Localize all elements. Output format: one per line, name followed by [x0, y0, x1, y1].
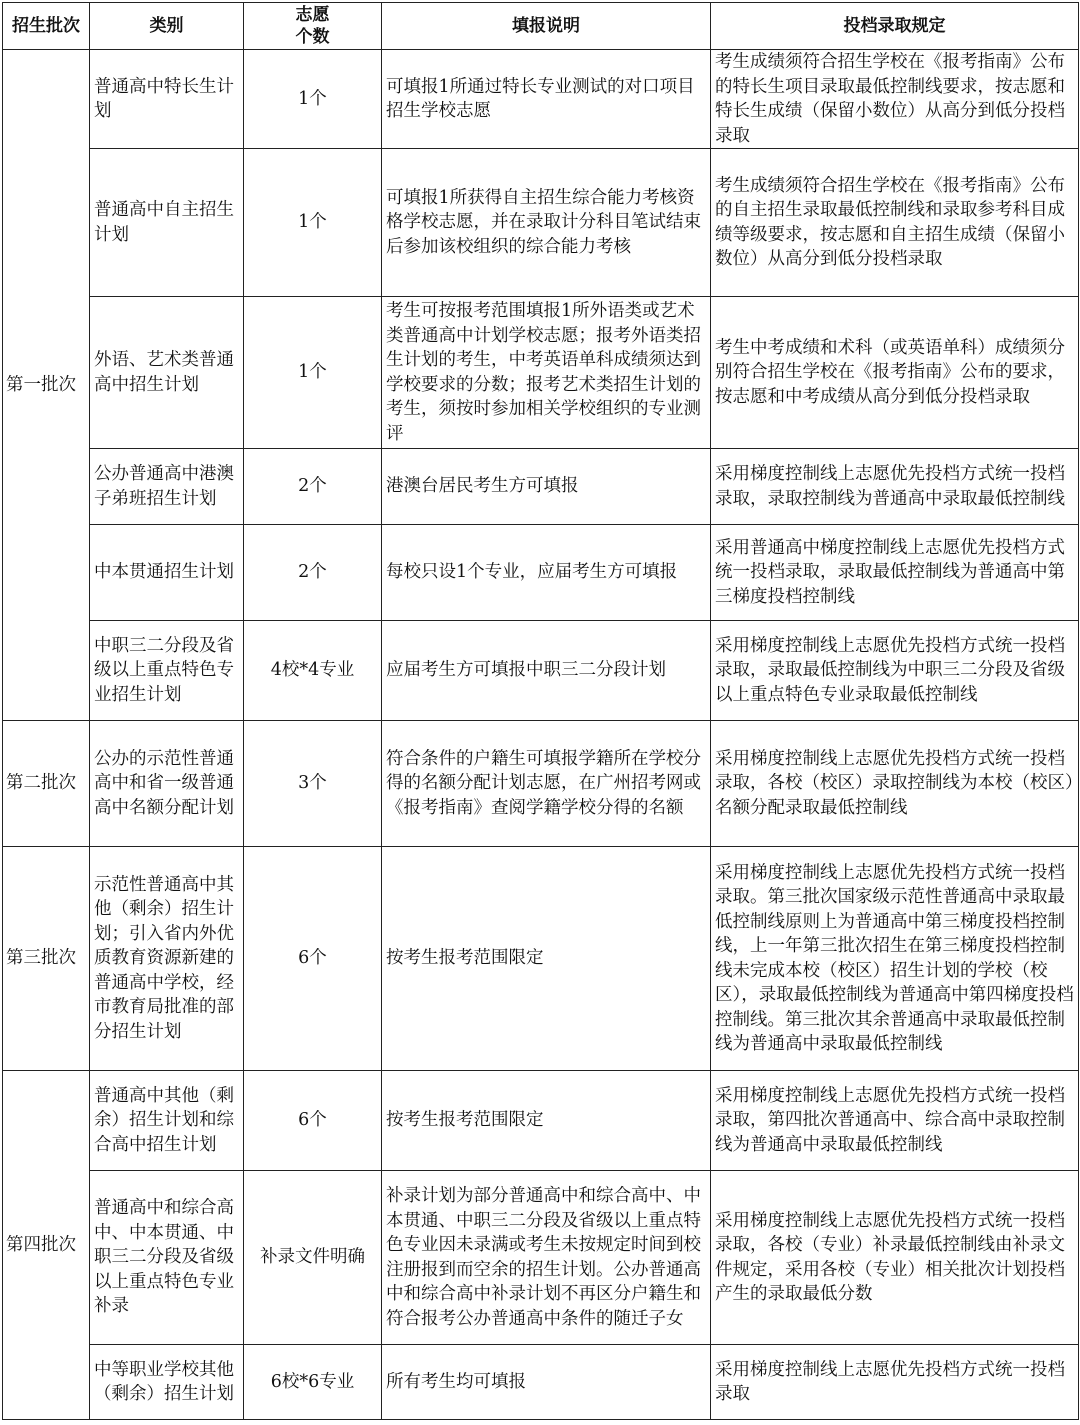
rule-cell: 考生中考成绩和术科（或英语单科）成绩须分别符合招生学校在《报考指南》公布的要求，按志愿和中考成绩从高分到低分投档录取: [711, 297, 1079, 449]
batch-cell: 第二批次: [3, 721, 90, 847]
header-batch-label: 招生批次: [12, 16, 80, 36]
table-row: [3, 525, 1079, 621]
admission-table: [2, 2, 1079, 1420]
table-row: [3, 1171, 1079, 1345]
table-row: [3, 449, 1079, 525]
note-cell: 可填报1所通过特长专业测试的对口项目招生学校志愿: [382, 50, 711, 149]
rule-cell: 考生成绩须符合招生学校在《报考指南》公布的自主招生录取最低控制线和录取参考科目成绩等级要求，按志愿和自主招生成绩（保留小数位）从高分到低分投档录取: [711, 149, 1079, 297]
count-cell: 2个: [244, 525, 382, 621]
table-row: [3, 847, 1079, 1071]
category-cell: 公办的示范性普通高中和省一级普通高中名额分配计划: [90, 721, 244, 847]
header-note: [382, 3, 711, 50]
category-cell: 中本贯通招生计划: [90, 525, 244, 621]
rule-cell: 采用普通高中梯度控制线上志愿优先投档方式统一投档录取，录取最低控制线为普通高中第三梯度投档控制线: [711, 525, 1079, 621]
header-count-line1: 志愿: [295, 5, 330, 25]
header-count-line2: 个数: [295, 27, 330, 47]
note-cell: 补录计划为部分普通高中和综合高中、中本贯通、中职三二分段及省级以上重点特色专业因未录满或考生未按规定时间到校注册报到而空余的招生计划。公办普通高中和综合高中补录计划不再区分户籍生和符合报考公办普通高中条件的随迁子女: [382, 1171, 711, 1345]
table-row: [3, 1345, 1079, 1420]
batch-cell: 第三批次: [3, 847, 90, 1071]
category-cell: 示范性普通高中其他（剩余）招生计划；引入省内外优质教育资源新建的普通高中学校，经市教育局批准的部分招生计划: [90, 847, 244, 1071]
category-cell: 公办普通高中港澳子弟班招生计划: [90, 449, 244, 525]
category-cell: 中等职业学校其他（剩余）招生计划: [90, 1345, 244, 1420]
rule-cell: 采用梯度控制线上志愿优先投档方式统一投档录取。第三批次国家级示范性普通高中录取最低控制线原则上为普通高中第三梯度投档控制线，上一年第三批次招生在第三梯度投档控制线未完成本校（校区）招生计划的学校（校区），录取最低控制线为普通高中第四梯度投档控制线。第三批次其余普通高中录取最低控制线为普通高中录取最低控制线: [711, 847, 1079, 1071]
header-batch: [3, 3, 90, 50]
header-category: [90, 3, 244, 50]
rule-cell: 采用梯度控制线上志愿优先投档方式统一投档录取: [711, 1345, 1079, 1420]
table-row: [3, 297, 1079, 449]
header-note-label: 填报说明: [512, 16, 580, 36]
rule-cell: 采用梯度控制线上志愿优先投档方式统一投档录取，第四批次普通高中、综合高中录取控制线为普通高中录取最低控制线: [711, 1071, 1079, 1171]
header-rule-label: 投档录取规定: [843, 16, 946, 36]
count-cell: 1个: [244, 297, 382, 449]
count-cell: 6个: [244, 1071, 382, 1171]
table-row: [3, 721, 1079, 847]
table-row: [3, 621, 1079, 721]
table-row: [3, 1071, 1079, 1171]
header-rule: [711, 3, 1079, 50]
batch-cell: 第一批次: [3, 50, 90, 721]
note-cell: 港澳台居民考生方可填报: [382, 449, 711, 525]
note-cell: 应届考生方可填报中职三二分段计划: [382, 621, 711, 721]
table-row: [3, 50, 1079, 149]
category-cell: 外语、艺术类普通高中招生计划: [90, 297, 244, 449]
header-row: [3, 3, 1079, 50]
count-cell: 1个: [244, 149, 382, 297]
note-cell: 考生可按报考范围填报1所外语类或艺术类普通高中计划学校志愿；报考外语类招生计划的考生，中考英语单科成绩须达到学校要求的分数；报考艺术类招生计划的考生，须按时参加相关学校组织的专业测评: [382, 297, 711, 449]
note-cell: 可填报1所获得自主招生综合能力考核资格学校志愿，并在录取计分科目笔试结束后参加该校组织的综合能力考核: [382, 149, 711, 297]
rule-cell: 采用梯度控制线上志愿优先投档方式统一投档录取，录取最低控制线为中职三二分段及省级以上重点特色专业录取最低控制线: [711, 621, 1079, 721]
note-cell: 按考生报考范围限定: [382, 1071, 711, 1171]
count-cell: 6校*6专业: [244, 1345, 382, 1420]
category-cell: 普通高中特长生计划: [90, 50, 244, 149]
category-cell: 中职三二分段及省级以上重点特色专业招生计划: [90, 621, 244, 721]
table-row: [3, 149, 1079, 297]
count-cell: 6个: [244, 847, 382, 1071]
count-cell: 4校*4专业: [244, 621, 382, 721]
note-cell: 符合条件的户籍生可填报学籍所在学校分得的名额分配计划志愿，在广州招考网或《报考指南》查阅学籍学校分得的名额: [382, 721, 711, 847]
note-cell: 每校只设1个专业，应届考生方可填报: [382, 525, 711, 621]
count-cell: 3个: [244, 721, 382, 847]
count-cell: 补录文件明确: [244, 1171, 382, 1345]
rule-cell: 采用梯度控制线上志愿优先投档方式统一投档录取，各校（专业）补录最低控制线由补录文件规定，采用各校（专业）相关批次计划投档产生的录取最低分数: [711, 1171, 1079, 1345]
category-cell: 普通高中自主招生计划: [90, 149, 244, 297]
rule-cell: 考生成绩须符合招生学校在《报考指南》公布的特长生项目录取最低控制线要求，按志愿和特长生成绩（保留小数位）从高分到低分投档录取: [711, 50, 1079, 149]
category-cell: 普通高中和综合高中、中本贯通、中职三二分段及省级以上重点特色专业补录: [90, 1171, 244, 1345]
rule-cell: 采用梯度控制线上志愿优先投档方式统一投档录取，各校（校区）录取控制线为本校（校区）名额分配录取最低控制线: [711, 721, 1079, 847]
count-cell: 1个: [244, 50, 382, 149]
category-cell: 普通高中其他（剩余）招生计划和综合高中招生计划: [90, 1071, 244, 1171]
note-cell: 按考生报考范围限定: [382, 847, 711, 1071]
rule-cell: 采用梯度控制线上志愿优先投档方式统一投档录取，录取控制线为普通高中录取最低控制线: [711, 449, 1079, 525]
count-cell: 2个: [244, 449, 382, 525]
header-count: [244, 3, 382, 50]
header-category-label: 类别: [149, 16, 184, 36]
note-cell: 所有考生均可填报: [382, 1345, 711, 1420]
batch-cell: 第四批次: [3, 1071, 90, 1420]
